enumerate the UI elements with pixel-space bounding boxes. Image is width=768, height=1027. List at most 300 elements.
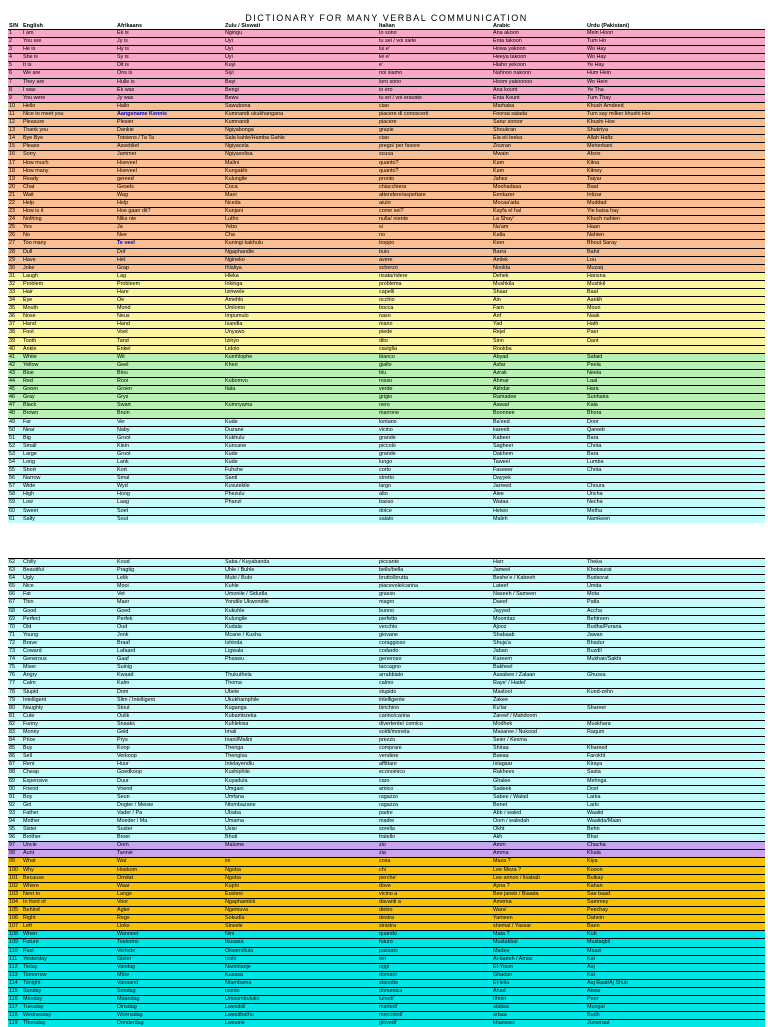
cell-sn: 80 xyxy=(8,705,22,712)
cell-english: Yellow xyxy=(22,362,116,369)
cell-zulu-siswati: Usisi xyxy=(224,826,378,833)
cell-arabic: Nookta xyxy=(492,265,586,272)
cell-zulu-siswati: Santi xyxy=(224,475,378,482)
cell-english: When xyxy=(22,931,116,938)
cell-sn: 4 xyxy=(8,54,22,61)
cell-urdu: Tum say milker khushi Hoi xyxy=(586,111,765,118)
cell-arabic: Amm xyxy=(492,842,586,849)
cell-italian: stupido xyxy=(378,689,492,696)
cell-english: She is xyxy=(22,54,116,61)
cell-zulu-siswati: Kudala xyxy=(224,624,378,631)
cell-urdu: Nahien xyxy=(586,232,765,239)
table-row xyxy=(8,922,765,930)
cell-english: Ankle xyxy=(22,346,116,353)
cell-sn: 113 xyxy=(8,972,22,979)
table-row xyxy=(8,768,765,776)
cell-arabic: Amema xyxy=(492,899,586,906)
cell-afrikaans: Oom xyxy=(116,842,224,849)
cell-zulu-siswati: Intelayendlu xyxy=(224,761,378,768)
cell-sn: 54 xyxy=(8,459,22,466)
cell-zulu-siswati: Kunjani xyxy=(224,208,378,215)
cell-italian: stretto xyxy=(378,475,492,482)
cell-sn: 23 xyxy=(8,208,22,215)
cell-arabic: Mustakbal xyxy=(492,939,586,946)
cell-arabic: Aasabee / Zalaan xyxy=(492,672,586,679)
table-row xyxy=(8,825,765,833)
cell-italian: grasso xyxy=(378,591,492,598)
cell-italian: grigio xyxy=(378,394,492,401)
cell-zulu-siswati: Ukukhamphile xyxy=(224,697,378,704)
cell-sn: 2 xyxy=(8,38,22,45)
cell-sn: 65 xyxy=(8,583,22,590)
table-row xyxy=(8,515,765,523)
cell-english: Funny xyxy=(22,721,116,728)
cell-urdu: Dost xyxy=(586,786,765,793)
table-row xyxy=(8,955,765,963)
cell-sn: 85 xyxy=(8,745,22,752)
cell-english: Fat xyxy=(22,591,116,598)
table-row xyxy=(8,345,765,353)
table-row xyxy=(8,142,765,150)
table-row xyxy=(8,393,765,401)
cell-urdu: Mehnga xyxy=(586,778,765,785)
cell-italian: taccagno xyxy=(378,664,492,671)
table-row xyxy=(8,280,765,288)
cell-english: Father xyxy=(22,810,116,817)
cell-italian: davanti a xyxy=(378,899,492,906)
cell-zulu-siswati: Mubi / Bubi xyxy=(224,575,378,582)
cell-zulu-siswati: Ligwala xyxy=(224,648,378,655)
cell-urdu: Khobsurat xyxy=(586,567,765,574)
cell-zulu-siswati: Imali xyxy=(224,729,378,736)
cell-zulu-siswati: Ngoba xyxy=(224,875,378,882)
cell-english: I am xyxy=(22,30,116,37)
cell-urdu: Kub xyxy=(586,931,765,938)
cell-afrikaans: Maer xyxy=(116,599,224,606)
table-row xyxy=(8,361,765,369)
cell-italian: caviglia xyxy=(378,346,492,353)
cell-english: Tomorrow xyxy=(22,972,116,979)
cell-arabic: Ana kount xyxy=(492,87,586,94)
table-row xyxy=(8,898,765,906)
cell-afrikaans: Langs xyxy=(116,891,224,898)
cell-sn: 38 xyxy=(8,329,22,336)
cell-italian: capelli xyxy=(378,289,492,296)
table-row xyxy=(8,426,765,434)
table-row xyxy=(8,979,765,987)
cell-english: No xyxy=(22,232,116,239)
cell-zulu-siswati: Phanzi xyxy=(224,499,378,506)
table-row xyxy=(8,304,765,312)
cell-zulu-siswati: Lutho xyxy=(224,216,378,223)
cell-english: Beautiful xyxy=(22,567,116,574)
cell-english: Tooth xyxy=(22,338,116,345)
cell-urdu: Atwar xyxy=(586,988,765,995)
cell-zulu-siswati: Ngoba xyxy=(224,867,378,874)
cell-afrikaans: Voet xyxy=(116,329,224,336)
cell-zulu-siswati: Yebo xyxy=(224,224,378,231)
cell-zulu-siswati xyxy=(224,664,378,671)
cell-zulu-siswati: Kude xyxy=(224,451,378,458)
cell-sn: 49 xyxy=(8,419,22,426)
table-row xyxy=(8,53,765,61)
cell-urdu: Mustaqbil xyxy=(586,939,765,946)
cell-italian: amico xyxy=(378,786,492,793)
table-row xyxy=(8,61,765,69)
cell-urdu: Accha xyxy=(586,608,765,615)
cell-arabic: Dehek xyxy=(492,273,586,280)
cell-afrikaans: Sondag xyxy=(116,988,224,995)
cell-zulu-siswati: Isonto xyxy=(224,988,378,995)
cell-afrikaans: Agter xyxy=(116,907,224,914)
cell-english: Past xyxy=(22,948,116,955)
cell-afrikaans: Wyd xyxy=(116,483,224,490)
cell-sn: 68 xyxy=(8,608,22,615)
cell-arabic: Na'am xyxy=(492,224,586,231)
cell-urdu xyxy=(586,680,765,687)
cell-sn: 69 xyxy=(8,616,22,623)
page-title: DICTIONARY FOR MANY VERBAL COMMUNICATION xyxy=(8,13,765,23)
cell-english: Long xyxy=(22,459,116,466)
cell-afrikaans: Vader / Pa xyxy=(116,810,224,817)
cell-afrikaans: Hoeveel xyxy=(116,160,224,167)
cell-arabic: Benet xyxy=(492,802,586,809)
cell-afrikaans: Hare xyxy=(116,289,224,296)
cell-english: Problem xyxy=(22,281,116,288)
cell-zulu-siswati: Bhuti xyxy=(224,834,378,841)
cell-arabic: Bakheel xyxy=(492,664,586,671)
cell-italian: codardo xyxy=(378,648,492,655)
cell-zulu-siswati: Bengi xyxy=(224,87,378,94)
cell-afrikaans: Niks nie xyxy=(116,216,224,223)
table-row xyxy=(8,296,765,304)
cell-urdu: Kal xyxy=(586,956,765,963)
cell-zulu-siswati: Phezulu xyxy=(224,491,378,498)
cell-urdu: Safaid xyxy=(586,354,765,361)
cell-arabic: Boonnee xyxy=(492,410,586,417)
cell-italian: mercoledi' xyxy=(378,1012,492,1019)
cell-zulu-siswati: Impumulo xyxy=(224,313,378,320)
cell-afrikaans: Ek was xyxy=(116,87,224,94)
cell-arabic: Taweel xyxy=(492,459,586,466)
cell-urdu: Kiraya xyxy=(586,761,765,768)
table-row xyxy=(8,418,765,426)
cell-urdu: Choura xyxy=(586,483,765,490)
cell-english: We are xyxy=(22,70,116,77)
cell-sn: 27 xyxy=(8,240,22,247)
table-row xyxy=(8,696,765,704)
cell-zulu-siswati xyxy=(224,410,378,417)
cell-afrikaans: Ons is xyxy=(116,70,224,77)
cell-arabic: Daeef xyxy=(492,599,586,606)
cell-arabic: Zareef / Mahdoom xyxy=(492,713,586,720)
cell-sn: 59 xyxy=(8,499,22,506)
cell-sn: 52 xyxy=(8,443,22,450)
cell-zulu-siswati: Ikusasa xyxy=(224,939,378,946)
cell-arabic: Shoukran xyxy=(492,127,586,134)
cell-afrikaans: Dankie xyxy=(116,127,224,134)
cell-zulu-siswati: Izinwele xyxy=(224,289,378,296)
cell-urdu xyxy=(586,737,765,744)
cell-italian: buio xyxy=(378,249,492,256)
cell-zulu-siswati: Kude xyxy=(224,419,378,426)
cell-arabic: Jarreed xyxy=(492,483,586,490)
cell-arabic: Amlek xyxy=(492,257,586,264)
cell-urdu: Allah Hafiz xyxy=(586,135,765,142)
cell-english: Too many xyxy=(22,240,116,247)
table-row xyxy=(8,377,765,385)
cell-afrikaans: Bruin xyxy=(116,410,224,417)
cell-afrikaans: Duur xyxy=(116,778,224,785)
table-row xyxy=(8,320,765,328)
cell-arabic: Sabee / Walad xyxy=(492,794,586,801)
cell-afrikaans: Ver xyxy=(116,419,224,426)
cell-afrikaans: Soet xyxy=(116,508,224,515)
cell-italian: domenica xyxy=(378,988,492,995)
cell-sn: 91 xyxy=(8,794,22,801)
cell-sn: 22 xyxy=(8,200,22,207)
cell-zulu-siswati: Inani/Malini xyxy=(224,737,378,744)
cell-arabic: Ajooz xyxy=(492,624,586,631)
cell-afrikaans: Gaaf xyxy=(116,656,224,663)
cell-arabic: Howa yakoon xyxy=(492,46,586,53)
cell-arabic: Ela eli leeka xyxy=(492,135,586,142)
cell-arabic: Jayyed xyxy=(492,608,586,615)
cell-italian: oggi xyxy=(378,964,492,971)
cell-urdu: Mein Hoon xyxy=(586,30,765,37)
cell-english: Brave xyxy=(22,640,116,647)
cell-english: Mouth xyxy=(22,305,116,312)
cell-afrikaans: Slim / Intelligent xyxy=(116,697,224,704)
cell-arabic: Moomtaz xyxy=(492,616,586,623)
cell-arabic: Kam xyxy=(492,168,586,175)
cell-arabic: Ba'eed xyxy=(492,419,586,426)
cell-english: Money xyxy=(22,729,116,736)
cell-sn: 17 xyxy=(8,160,22,167)
cell-sn: 46 xyxy=(8,394,22,401)
cell-english: They are xyxy=(22,79,116,86)
cell-arabic: Rookba xyxy=(492,346,586,353)
table-row xyxy=(8,110,765,118)
cell-arabic: Shabaab xyxy=(492,632,586,639)
cell-sn: 35 xyxy=(8,305,22,312)
cell-afrikaans: Hulle is xyxy=(116,79,224,86)
cell-arabic: Mastool xyxy=(492,689,586,696)
cell-afrikaans: Help xyxy=(116,200,224,207)
cell-afrikaans: Gister xyxy=(116,956,224,963)
cell-english: Today xyxy=(22,964,116,971)
cell-urdu: Jumeraat xyxy=(586,1020,765,1027)
table-row xyxy=(8,590,765,598)
cell-arabic: Ghadan xyxy=(492,972,586,979)
cell-arabic: Marhaba xyxy=(492,103,586,110)
cell-urdu: Bulkay xyxy=(586,875,765,882)
cell-english: Wide xyxy=(22,483,116,490)
cell-english: Black xyxy=(22,402,116,409)
table-row xyxy=(8,256,765,264)
table-row xyxy=(8,466,765,474)
cell-arabic: Seier / Kesma xyxy=(492,737,586,744)
cell-urdu: Hara xyxy=(586,386,765,393)
cell-sn: 105 xyxy=(8,907,22,914)
cell-english: Nothing xyxy=(22,216,116,223)
cell-english: Right xyxy=(22,915,116,922)
cell-zulu-siswati: Sala kahle/Hamba Gahle xyxy=(224,135,378,142)
cell-arabic: Aswad xyxy=(492,402,586,409)
cell-urdu: Metha xyxy=(586,508,765,515)
cell-zulu-siswati: Thoma xyxy=(224,680,378,687)
cell-urdu: Maazi xyxy=(586,948,765,955)
cell-arabic: Mushkila xyxy=(492,281,586,288)
cell-afrikaans: Lafaard xyxy=(116,648,224,655)
cell-zulu-siswati: Kheri xyxy=(224,362,378,369)
cell-sn: 67 xyxy=(8,599,22,606)
cell-sn: 30 xyxy=(8,265,22,272)
cell-sn: 50 xyxy=(8,427,22,434)
cell-italian: rosso xyxy=(378,378,492,385)
cell-sn: 7 xyxy=(8,79,22,86)
cell-zulu-siswati: Amehlo xyxy=(224,297,378,304)
cell-arabic: Al-barieh / Amas xyxy=(492,956,586,963)
cell-italian: quanto? xyxy=(378,160,492,167)
cell-italian: prezzo xyxy=(378,737,492,744)
cell-italian: come sei? xyxy=(378,208,492,215)
cell-zulu-siswati: Kubambzeka xyxy=(224,713,378,720)
cell-zulu-siswati: Malume xyxy=(224,842,378,849)
cell-sn: 48 xyxy=(8,410,22,417)
cell-afrikaans: Verlede xyxy=(116,948,224,955)
cell-urdu: Haan xyxy=(586,224,765,231)
cell-english: You were xyxy=(22,95,116,102)
cell-italian: vicino a xyxy=(378,891,492,898)
cell-urdu: Khush Amdeed xyxy=(586,103,765,110)
cell-english: Hand xyxy=(22,321,116,328)
cell-english: How much xyxy=(22,160,116,167)
cell-urdu: Farokht xyxy=(586,753,765,760)
header-urdu: Urdu (Pakistani) xyxy=(587,23,630,29)
cell-zulu-siswati: ini xyxy=(224,858,378,865)
cell-sn: 5 xyxy=(8,62,22,69)
cell-italian: martedi' xyxy=(378,1004,492,1011)
cell-afrikaans: Plesier xyxy=(116,119,224,126)
cell-italian: sinistra xyxy=(378,923,492,930)
cell-urdu: Lou xyxy=(586,257,765,264)
cell-afrikaans: Aangename Kennis xyxy=(116,111,224,118)
cell-zulu-siswati: Coca xyxy=(224,184,378,191)
cell-english: Red xyxy=(22,378,116,385)
table-row xyxy=(8,639,765,647)
cell-sn: 43 xyxy=(8,370,22,377)
cell-afrikaans: Asseblief xyxy=(116,143,224,150)
cell-arabic: Maza ? xyxy=(492,858,586,865)
cell-italian: dito xyxy=(378,338,492,345)
cell-english: Have xyxy=(22,257,116,264)
cell-sn: 62 xyxy=(8,559,22,566)
cell-arabic: Mocaa'ada xyxy=(492,200,586,207)
cell-english: Cheap xyxy=(22,769,116,776)
cell-arabic: Baeaa xyxy=(492,753,586,760)
cell-english: Behind xyxy=(22,907,116,914)
cell-english: Aunt xyxy=(22,850,116,857)
table-row xyxy=(8,793,765,801)
cell-arabic: Ziozran xyxy=(492,143,586,150)
cell-italian: piccolo xyxy=(378,443,492,450)
header-english: English xyxy=(23,23,43,29)
cell-sn: 12 xyxy=(8,119,22,126)
cell-afrikaans: Omdat xyxy=(116,875,224,882)
cell-italian: Io sono xyxy=(378,30,492,37)
cell-zulu-siswati: Phaswu xyxy=(224,656,378,663)
cell-sn: 63 xyxy=(8,567,22,574)
cell-urdu: Tum Ho xyxy=(586,38,765,45)
cell-zulu-siswati: Kungakhi xyxy=(224,168,378,175)
cell-afrikaans: Koud xyxy=(116,559,224,566)
cell-english: Intelligent xyxy=(22,697,116,704)
table-row xyxy=(8,809,765,817)
table-row xyxy=(8,801,765,809)
cell-arabic: arbaa xyxy=(492,1012,586,1019)
cell-afrikaans: Goed xyxy=(116,608,224,615)
cell-italian: perfetto xyxy=(378,616,492,623)
cell-sn: 40 xyxy=(8,346,22,353)
cell-english: Pleasure xyxy=(22,119,116,126)
cell-arabic: Ain xyxy=(492,297,586,304)
cell-english: Sweet xyxy=(22,508,116,515)
cell-arabic: khamees xyxy=(492,1020,586,1027)
cell-arabic: Ayna ? xyxy=(492,883,586,890)
cell-urdu: Bara xyxy=(586,451,765,458)
cell-afrikaans: Hand xyxy=(116,321,224,328)
cell-italian: quanto? xyxy=(378,168,492,175)
cell-english: Chat xyxy=(22,184,116,191)
cell-zulu-siswati: Ubaba xyxy=(224,810,378,817)
cell-english: Yesterday xyxy=(22,956,116,963)
cell-italian: buono xyxy=(378,608,492,615)
cell-english: Yes xyxy=(22,224,116,231)
cell-english: Big xyxy=(22,435,116,442)
cell-urdu: Lumba xyxy=(586,459,765,466)
cell-italian: piacere xyxy=(378,119,492,126)
cell-sn: 28 xyxy=(8,249,22,256)
cell-italian: generoso xyxy=(378,656,492,663)
cell-urdu: Kahan xyxy=(586,883,765,890)
cell-sn: 107 xyxy=(8,923,22,930)
table-row xyxy=(8,239,765,247)
cell-english: Tonight xyxy=(22,980,116,987)
cell-sn: 14 xyxy=(8,135,22,142)
cell-sn: 71 xyxy=(8,632,22,639)
table-row xyxy=(8,1003,765,1011)
dictionary-page-2 xyxy=(8,558,765,1027)
cell-arabic: Beshe'e / Kabeeh xyxy=(492,575,586,582)
cell-afrikaans: Gesels xyxy=(116,184,224,191)
cell-italian: sorella xyxy=(378,826,492,833)
cell-urdu: Budha/Purana xyxy=(586,624,765,631)
cell-arabic: alatiaa xyxy=(492,1004,586,1011)
table-row xyxy=(8,849,765,857)
column-header-row xyxy=(8,23,765,29)
cell-english: Expensive xyxy=(22,778,116,785)
cell-italian: calmo xyxy=(378,680,492,687)
cell-italian: aiuto xyxy=(378,200,492,207)
table-row xyxy=(8,248,765,256)
cell-english: Ugly xyxy=(22,575,116,582)
cell-afrikaans: Hy is xyxy=(116,46,224,53)
cell-english: Uncle xyxy=(22,842,116,849)
cell-arabic: Heeya takoon xyxy=(492,54,586,61)
cell-sn: 108 xyxy=(8,931,22,938)
cell-afrikaans: Perfek xyxy=(116,616,224,623)
